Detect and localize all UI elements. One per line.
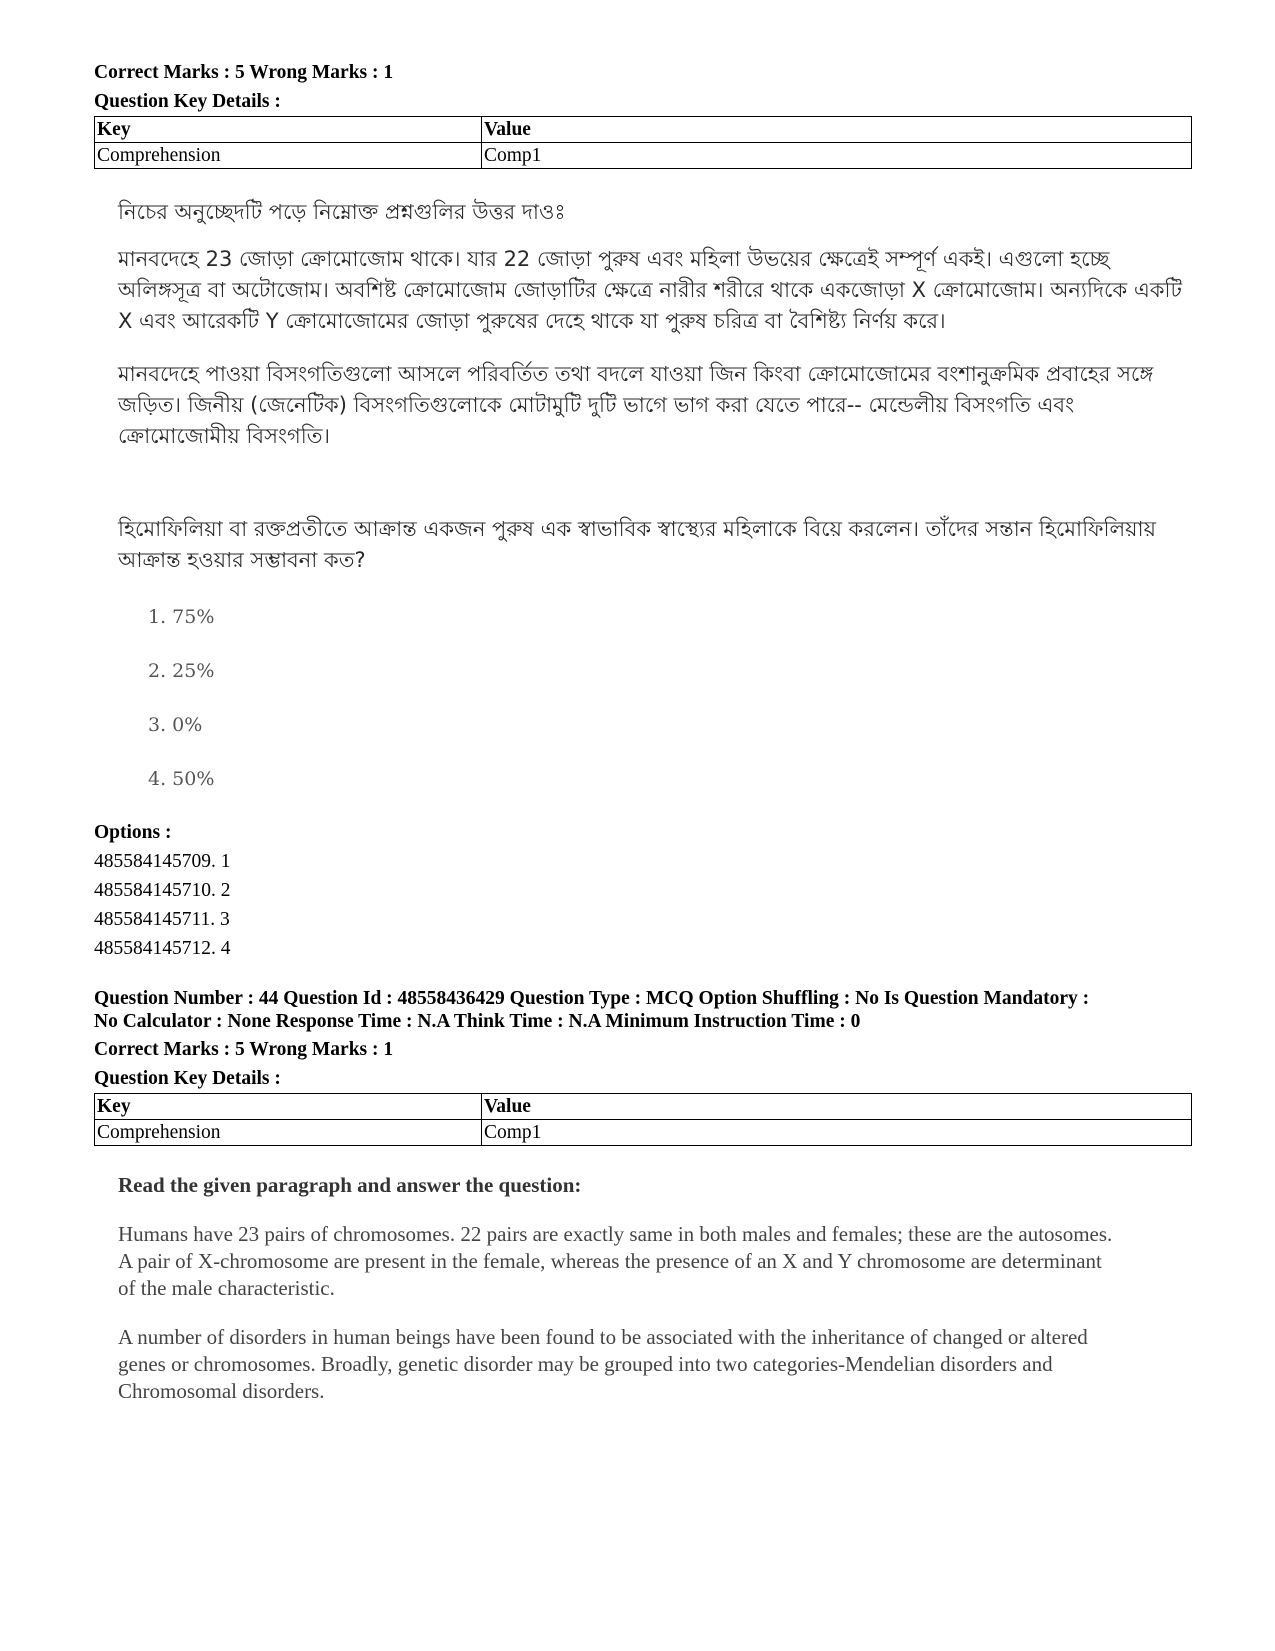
options-label: Options : (94, 822, 172, 843)
key-details-table (94, 116, 1192, 169)
marks-line: Correct Marks : 5 Wrong Marks : 1 (94, 62, 394, 83)
table-cell-value: Comp1 (482, 1120, 1192, 1146)
answer-choices (148, 602, 1194, 818)
table-header-row (95, 117, 1192, 143)
option-item: 485584145709. 1 (94, 851, 231, 872)
key-details-label: Question Key Details : (94, 91, 281, 112)
answer-choice: 4. 50% (148, 768, 215, 790)
key-details-table (94, 1093, 1192, 1146)
question-image (118, 197, 1194, 818)
options-list (94, 847, 1194, 963)
passage-heading: Read the given paragraph and answer the question: (118, 1173, 582, 1197)
question-header-line: Question Number : 44 Question Id : 48558436429 Question Type : MCQ Option Shuffling : No Is Question Mandatory : (94, 988, 1090, 1009)
table-row (95, 143, 1192, 169)
answer-choice: 1. 75% (148, 606, 215, 628)
table-cell-key: Comprehension (95, 143, 482, 169)
answer-choice: 3. 0% (148, 714, 203, 736)
table-header-value: Value (482, 1094, 1192, 1120)
question-header (94, 987, 1194, 1033)
passage-paragraph: Humans have 23 pairs of chromosomes. 22 pairs are exactly same in both males and females; these are the autosomes. A pair of X-chromosome are present in the female, whereas the presence of an X and Y chromosome are determinant of the male characteristic. (118, 1222, 1113, 1300)
passage-paragraph: A number of disorders in human beings have been found to be associated with the inheritance of changed or altered genes or chromosomes. Broadly, genetic disorder may be grouped into two categories-Mendelian disorders and Chromosomal disorders. (118, 1325, 1088, 1403)
question-header-line: No Calculator : None Response Time : N.A Think Time : N.A Minimum Instruction Time : 0 (94, 1011, 861, 1032)
table-header-key: Key (95, 117, 482, 143)
question-text: হিমোফিলিয়া বা রক্তপ্রতীতে আক্রান্ত একজন পুরুষ এক স্বাভাবিক স্বাস্থ্যের মহিলাকে বিয়ে করলেন। তাঁদের সন্তান হিমোফিলিয়ায় আক্রান্ত হওয়ার সম্ভাবনা কত? (118, 517, 1156, 572)
question-paper-page (94, 58, 1194, 1405)
marks-line: Correct Marks : 5 Wrong Marks : 1 (94, 1039, 394, 1060)
passage-block (118, 197, 1194, 576)
passage-heading: নিচের অনুচ্ছেদটি পড়ে নিম্নোক্ত প্রশ্নগুলির উত্তর দাওঃ (118, 200, 566, 224)
table-header-row (95, 1094, 1192, 1120)
table-cell-value: Comp1 (482, 143, 1192, 169)
table-header-key: Key (95, 1094, 482, 1120)
option-item: 485584145710. 2 (94, 880, 231, 901)
option-item: 485584145712. 4 (94, 938, 231, 959)
passage-paragraph: মানবদেহে 23 জোড়া ক্রোমোজোম থাকে। যার 22 জোড়া পুরুষ এবং মহিলা উভয়ের ক্ষেত্রেই সম্পূর্ণ একই। এগুলো হচ্ছে অলিঙ্গসূত্র বা অটোজোম। অবশিষ্ট ক্রোমোজোম জোড়াটির ক্ষেত্রে নারীর শরীরে থাকে একজোড়া X ক্রোমোজোম। অন্যদিকে একটি X এবং আরেকটি Y ক্রোমোজোমের জোড়া পুরুষের দেহে থাকে যা পুরুষ চরিত্র বা বৈশিষ্ট্য নির্ণয় করে। (118, 247, 1182, 333)
option-item: 485584145711. 3 (94, 909, 230, 930)
answer-choice: 2. 25% (148, 660, 215, 682)
passage-paragraph: মানবদেহে পাওয়া বিসংগতিগুলো আসলে পরিবর্তিত তথা বদলে যাওয়া জিন কিংবা ক্রোমোজোমের বংশানুক্রমিক প্রবাহের সঙ্গে জড়িত। জিনীয় (জেনেটিক) বিসংগতিগুলোকে মোটামুটি দুটি ভাগে ভাগ করা যেতে পারে-- মেন্ডেলীয় বিসংগতি এবং ক্রোমোজোমীয় বিসংগতি। (118, 362, 1154, 448)
table-cell-key: Comprehension (95, 1120, 482, 1146)
table-header-value: Value (482, 117, 1192, 143)
table-row (95, 1120, 1192, 1146)
key-details-label: Question Key Details : (94, 1068, 281, 1089)
question-image (118, 1172, 1118, 1405)
